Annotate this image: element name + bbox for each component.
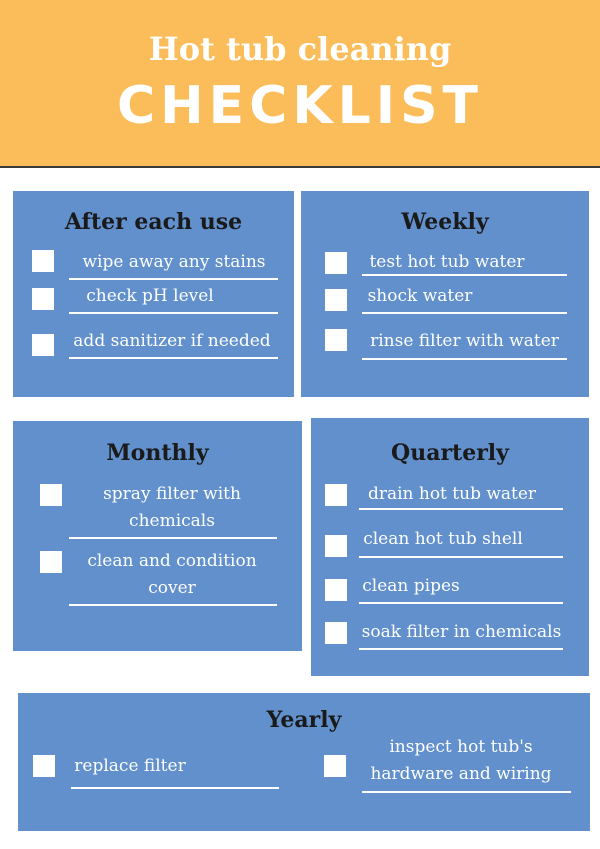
- header-banner: [0, 0, 600, 168]
- section-monthly: [13, 421, 302, 651]
- checklist-item-line-2: chemicals: [129, 511, 215, 531]
- checkbox[interactable]: [325, 579, 347, 601]
- checklist-item: add sanitizer if needed: [73, 331, 271, 351]
- checklist-item-line-1: spray filter with: [103, 484, 241, 504]
- checklist-item-line-1: inspect hot tub's: [389, 737, 533, 757]
- section-after-each-use: [13, 191, 294, 397]
- section-quarterly: [311, 418, 589, 676]
- divider: [69, 537, 277, 539]
- divider: [362, 274, 567, 276]
- checkbox[interactable]: [325, 252, 347, 274]
- divider: [69, 278, 278, 280]
- checklist-item: check pH level: [86, 286, 214, 306]
- checkbox[interactable]: [325, 535, 347, 557]
- divider: [71, 787, 279, 789]
- checkbox[interactable]: [325, 289, 347, 311]
- divider: [362, 358, 567, 360]
- section-title: Monthly: [106, 440, 209, 466]
- checklist-item: drain hot tub water: [367, 484, 537, 504]
- divider: [359, 602, 563, 604]
- checkbox[interactable]: [32, 334, 54, 356]
- checklist-item-line-2: cover: [148, 578, 196, 598]
- checkbox[interactable]: [325, 484, 347, 506]
- divider: [359, 648, 563, 650]
- checklist-item: rinse filter with water: [370, 331, 559, 351]
- checklist-item: replace filter: [74, 756, 186, 776]
- checkbox[interactable]: [33, 755, 55, 777]
- checkbox[interactable]: [325, 622, 347, 644]
- section-weekly: [301, 191, 589, 397]
- section-title: Quarterly: [391, 440, 509, 466]
- page-title: CHECKLIST: [116, 76, 484, 136]
- page-subtitle: Hot tub cleaning: [148, 30, 452, 68]
- checklist-item: soak filter in chemicals: [361, 622, 562, 642]
- checklist-item-line-2: hardware and wiring: [370, 764, 552, 784]
- divider: [69, 357, 278, 359]
- section-title: Weekly: [401, 209, 489, 235]
- checkbox[interactable]: [32, 288, 54, 310]
- section-title: After each use: [64, 209, 243, 235]
- checklist-item-line-1: clean and condition: [87, 551, 257, 571]
- checkbox[interactable]: [40, 484, 62, 506]
- checklist-item: wipe away any stains: [82, 252, 266, 272]
- checklist-item: test hot tub water: [369, 252, 525, 272]
- checklist-item: clean hot tub shell: [363, 529, 523, 549]
- checkbox[interactable]: [325, 329, 347, 351]
- section-yearly: [18, 693, 590, 831]
- divider: [359, 508, 563, 510]
- checkbox[interactable]: [32, 250, 54, 272]
- divider: [69, 312, 278, 314]
- divider: [362, 791, 571, 793]
- divider: [362, 312, 567, 314]
- checkbox[interactable]: [324, 755, 346, 777]
- checklist-item: clean pipes: [362, 576, 460, 596]
- section-title: Yearly: [266, 707, 342, 733]
- divider: [69, 604, 277, 606]
- checkbox[interactable]: [40, 551, 62, 573]
- checklist-item: shock water: [367, 286, 473, 306]
- divider: [359, 556, 563, 558]
